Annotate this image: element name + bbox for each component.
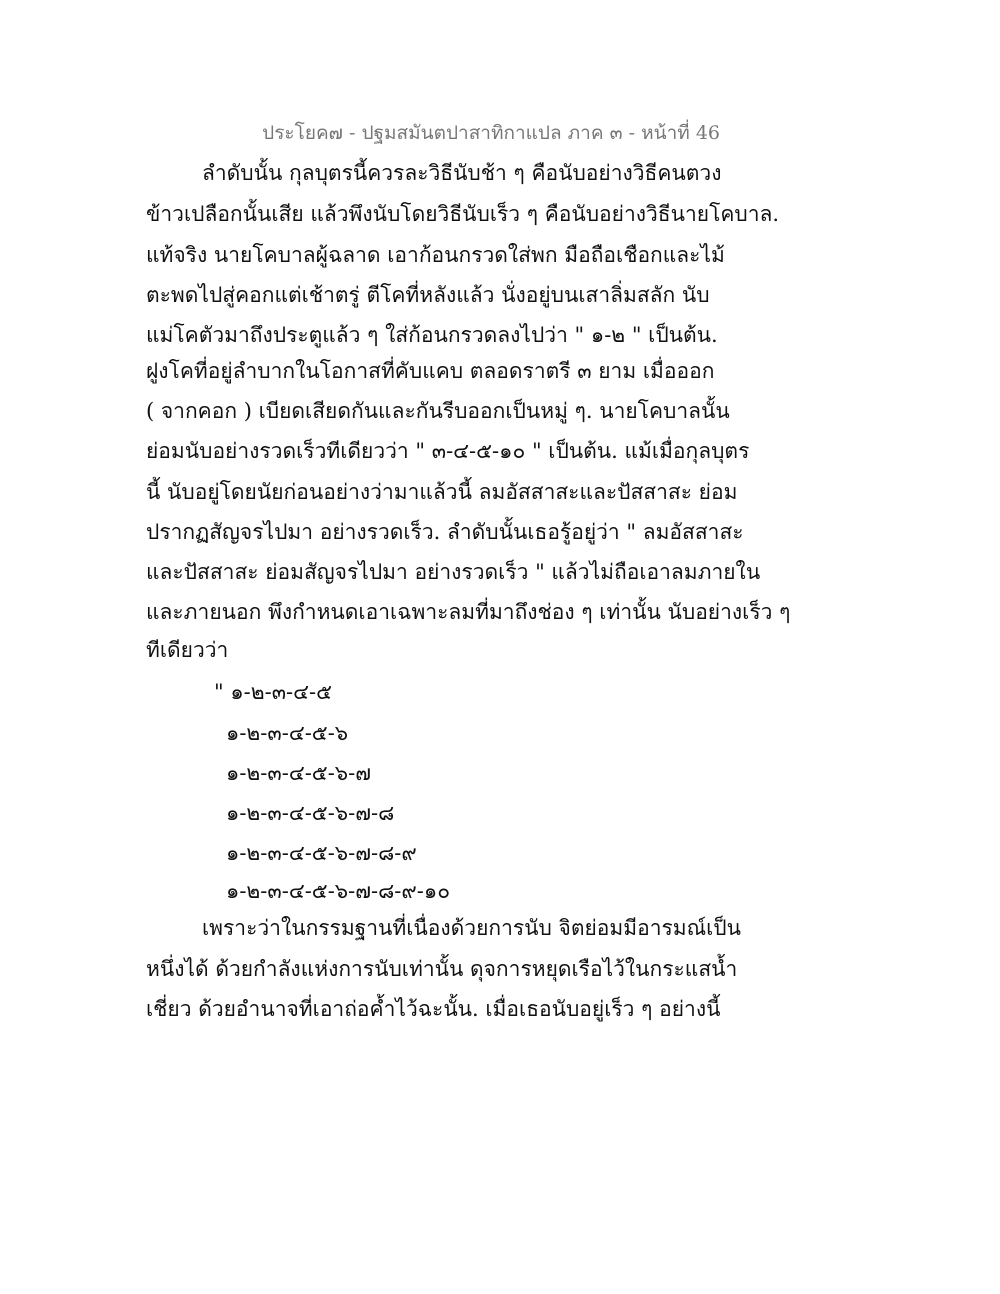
paragraph-line: นี้ นับอยู่โดยนัยก่อนอย่างว่ามาแล้วนี้ ลมอัสสาสะและปัสสาสะ ย่อม — [146, 480, 738, 504]
paragraph-line: ลำดับนั้น กุลบุตรนี้ควรละวิธีนับช้า ๆ คือนับอย่างวิธีคนตวง — [202, 161, 722, 185]
paragraph-line: เพราะว่าในกรรมฐานที่เนื่องด้วยการนับ จิตย่อมมีอารมณ์เป็น — [202, 916, 741, 940]
counting-line: ๑-๒-๓-๔-๕-๖-๗-๘-๙-๑๐ — [226, 879, 451, 903]
paragraph-line: และปัสสาสะ ย่อมสัญจรไปมา อย่างรวดเร็ว " แล้วไม่ถือเอาลมภายใน — [146, 560, 761, 584]
page-header: ประโยค๗ - ปฐมสมันตปาสาทิกาแปล ภาค ๓ - หน้าที่ 46 — [262, 122, 720, 144]
paragraph-line: เชี่ยว ด้วยอำนาจที่เอาถ่อค้ำไว้ฉะนั้น. เมื่อเธอนับอยู่เร็ว ๆ อย่างนี้ — [146, 997, 721, 1021]
paragraph-line: ฝูงโคที่อยู่ลำบากในโอกาสที่คับแคบ ตลอดราตรี ๓ ยาม เมื่อออก — [146, 359, 715, 383]
paragraph-line: ทีเดียวว่า — [146, 638, 229, 662]
paragraph-line: แม่โคตัวมาถึงประตูแล้ว ๆ ใส่ก้อนกรวดลงไปว่า " ๑-๒ " เป็นต้น. — [146, 323, 718, 347]
counting-line: ๑-๒-๓-๔-๕-๖ — [226, 721, 349, 745]
paragraph-line: ย่อมนับอย่างรวดเร็วทีเดียวว่า " ๓-๔-๕-๑๐ " เป็นต้น. แม้เมื่อกุลบุตร — [146, 439, 750, 463]
paragraph-line: ปรากฏสัญจรไปมา อย่างรวดเร็ว. ลำดับนั้นเธอรู้อยู่ว่า " ลมอัสสาสะ — [146, 520, 744, 544]
counting-line: ๑-๒-๓-๔-๕-๖-๗-๘-๙ — [226, 841, 417, 865]
paragraph-line: หนึ่งได้ ด้วยกำลังแห่งการนับเท่านั้น ดุจการหยุดเรือไว้ในกระแสน้ำ — [146, 957, 738, 981]
paragraph-line: และภายนอก พึงกำหนดเอาเฉพาะลมที่มาถึงช่อง ๆ เท่านั้น นับอย่างเร็ว ๆ — [146, 600, 791, 624]
paragraph-line: ข้าวเปลือกนั้นเสีย แล้วพึงนับโดยวิธีนับเร็ว ๆ คือนับอย่างวิธีนายโคบาล. — [146, 202, 780, 226]
counting-line: ๑-๒-๓-๔-๕-๖-๗-๘ — [226, 801, 395, 825]
counting-line: " ๑-๒-๓-๔-๕ — [214, 680, 333, 704]
paragraph-line: ตะพดไปสู่คอกแต่เช้าตรู่ ตีโคที่หลังแล้ว นั่งอยู่บนเสาลิ่มสลัก นับ — [146, 283, 710, 307]
counting-line: ๑-๒-๓-๔-๕-๖-๗ — [226, 761, 372, 785]
paragraph-line: แท้จริง นายโคบาลผู้ฉลาด เอาก้อนกรวดใส่พก มือถือเชือกและไม้ — [146, 243, 725, 267]
paragraph-line: ( จากคอก ) เบียดเสียดกันและกันรีบออกเป็นหมู่ ๆ. นายโคบาลนั้น — [146, 399, 730, 423]
